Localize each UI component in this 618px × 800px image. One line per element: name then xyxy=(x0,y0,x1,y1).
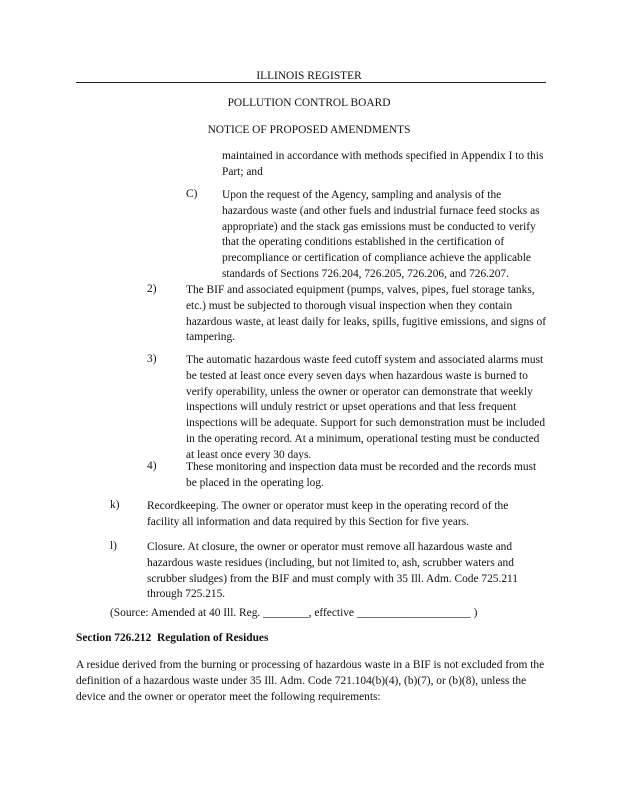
item-3-label: 3) xyxy=(147,353,157,365)
item-c-label: C) xyxy=(186,188,198,200)
continuation-text: maintained in accordance with methods specified in Appendix I to this Part; and xyxy=(222,150,544,178)
item-k-text: Recordkeeping. The owner or operator must keep in the operating record of the facility all information and data required by this Section for five years. xyxy=(147,500,509,528)
header-rule xyxy=(76,82,546,83)
register-title: ILLINOIS REGISTER xyxy=(256,70,362,82)
item-l-label: l) xyxy=(110,540,117,552)
item-2-label: 2) xyxy=(147,283,157,295)
item-3-text: The automatic hazardous waste feed cutoff system and associated alarms must be tested at least once every seven days when hazardous waste is burned to verify operability, unless the owner or operator can demonstrate that weekly inspections will unduly restrict or upset operations and that less frequent inspections will be adequate. Support for such demonstration must be included in the operating record. At a minimum, operational testing must be conducted at least once every 30 days. xyxy=(186,354,546,461)
item-c-text: Upon the request of the Agency, sampling and analysis of the hazardous waste (and other fuels and industrial furnace feed stocks as appropriate) and the stack gas emissions must be conducted to verify that the operating conditions established in the certification of precompliance or certification of compliance achieve the applicable standards of Sections 726.204, 726.205, 726.206, and 726.207. xyxy=(222,189,540,280)
item-2-text: The BIF and associated equipment (pumps, valves, pipes, fuel storage tanks, etc.) must be subjected to thorough visual inspection when they contain hazardous waste, at least daily for leaks, spills, fugitive emissions, and signs of tampering. xyxy=(186,284,547,344)
section-title: Regulation of Residues xyxy=(157,632,269,644)
item-k-label: k) xyxy=(110,499,120,511)
section-number: Section 726.212 xyxy=(76,632,152,644)
notice-title: NOTICE OF PROPOSED AMENDMENTS xyxy=(207,124,411,136)
item-4-text: These monitoring and inspection data must be recorded and the records must be placed in the operating log. xyxy=(186,461,537,489)
source-note: (Source: Amended at 40 Ill. Reg. ________, effective ____________________ ) xyxy=(110,607,478,619)
closing-paragraph: A residue derived from the burning or processing of hazardous waste in a BIF is not excluded from the definition of a hazardous waste under 35 Ill. Adm. Code 721.104(b)(4), (b)(7), or (b)(8), unless the device and the owner or operator meet the following requirements: xyxy=(76,659,545,703)
board-title: POLLUTION CONTROL BOARD xyxy=(227,97,391,109)
item-4-label: 4) xyxy=(147,460,157,472)
item-l-text: Closure. At closure, the owner or operator must remove all hazardous waste and hazardous waste residues (including, but not limited to, ash, scrubber waters and scrubber sludges) from the BIF and must comply with 35 Ill. Adm. Code 725.211 through 725.215. xyxy=(147,541,519,601)
section-heading xyxy=(76,632,268,644)
